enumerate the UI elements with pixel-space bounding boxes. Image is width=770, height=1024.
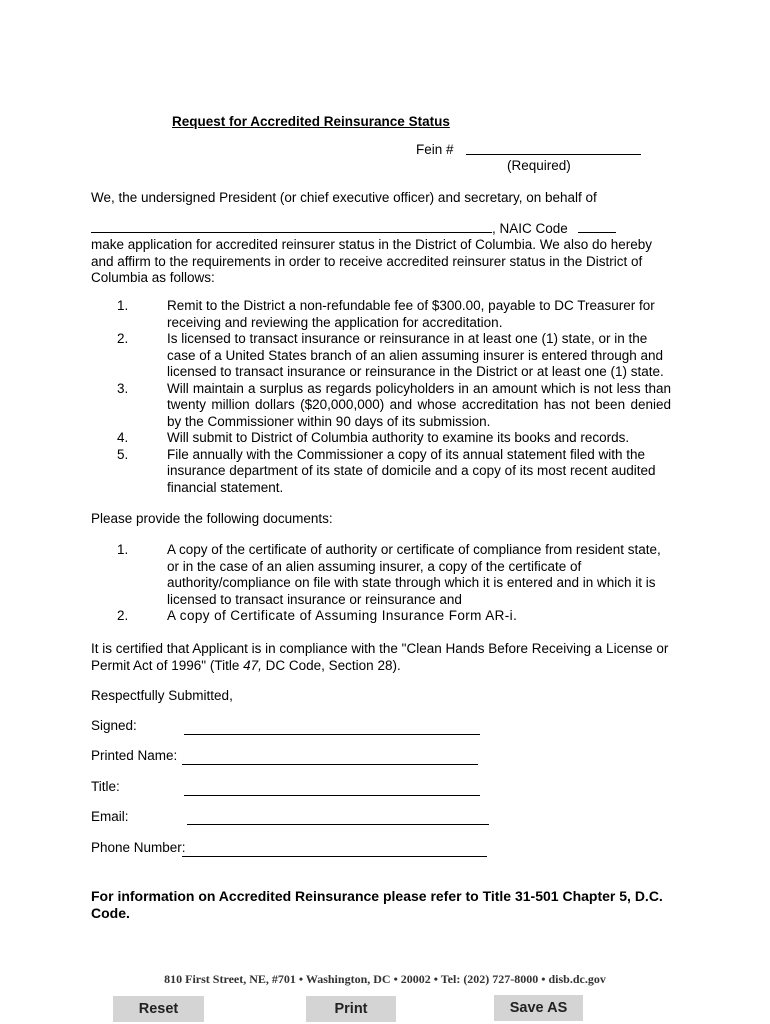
list-item bbox=[91, 608, 671, 625]
item-number: 1. bbox=[117, 298, 129, 313]
company-name-line[interactable] bbox=[91, 232, 492, 233]
documents-list bbox=[91, 542, 671, 625]
email-label: Email: bbox=[91, 809, 129, 824]
reset-button[interactable]: Reset bbox=[113, 996, 204, 1022]
title-number: 47, bbox=[243, 657, 262, 673]
documents-intro: Please provide the following documents: bbox=[91, 511, 333, 526]
list-item bbox=[91, 447, 671, 497]
fein-required-note: (Required) bbox=[507, 158, 571, 173]
item-number: 2. bbox=[117, 608, 129, 623]
certification-text bbox=[91, 641, 671, 674]
naic-label: , NAIC Code bbox=[492, 221, 568, 236]
phone-field[interactable] bbox=[182, 855, 487, 857]
list-item bbox=[91, 298, 671, 331]
item-text: A copy of the certificate of authority or certificate of compliance from resident state, or in the case of an alien assuming insurer, a copy of the certificate of authority/compliance on file with state through which it is entered and in which it is licensed to transact insurance or reinsurance and bbox=[167, 542, 661, 607]
item-number: 2. bbox=[117, 331, 129, 346]
intro-text: We, the undersigned President (or chief executive officer) and secretary, on behalf of bbox=[91, 190, 597, 205]
item-number: 3. bbox=[117, 380, 129, 396]
list-item bbox=[91, 381, 671, 431]
requirements-list bbox=[91, 298, 671, 496]
item-text: Remit to the District a non-refundable fee of $300.00, payable to DC Treasurer for receiving and reviewing the application for accreditation. bbox=[167, 298, 655, 330]
list-item bbox=[91, 430, 671, 447]
save-as-button[interactable]: Save AS bbox=[494, 995, 583, 1021]
item-text: File annually with the Commissioner a copy of its annual statement filed with the insurance department of its state of domicile and a copy of its most recent audited financial statement. bbox=[167, 446, 656, 495]
item-text: Will submit to District of Columbia authority to examine its books and records. bbox=[167, 430, 630, 445]
info-note: For information on Accredited Reinsurance please refer to Title 31-501 Chapter 5, D.C. Code. bbox=[91, 888, 663, 921]
fein-input-line[interactable] bbox=[466, 154, 641, 155]
certification-part: Permit Act of 1996" (Title bbox=[91, 657, 244, 673]
footer-address: 810 First Street, NE, #701 • Washington, DC • 20002 • Tel: (202) 727-8000 • disb.dc.gov bbox=[164, 972, 606, 986]
certification-part: DC Code, Section 28). bbox=[261, 657, 401, 673]
item-text: Will maintain a surplus as regards policyholders in an amount which is not less than twenty million dollars ($20,000,000) and whose accreditation has not been denied by the Commissioner within 90 days of its submission. bbox=[167, 380, 671, 429]
respectfully-submitted: Respectfully Submitted, bbox=[91, 688, 233, 703]
title-field[interactable] bbox=[184, 794, 480, 796]
item-number: 1. bbox=[117, 542, 129, 557]
printed-name-label: Printed Name: bbox=[91, 748, 178, 763]
phone-label: Phone Number: bbox=[91, 840, 186, 855]
signed-field[interactable] bbox=[184, 733, 480, 735]
certification-line-1: It is certified that Applicant is in compliance with the "Clean Hands Before Receiving a License or bbox=[91, 641, 669, 656]
list-item bbox=[91, 542, 671, 608]
email-field[interactable] bbox=[187, 823, 489, 825]
item-number: 4. bbox=[117, 430, 129, 445]
item-number: 5. bbox=[117, 446, 129, 462]
signed-label: Signed: bbox=[91, 718, 137, 733]
form-title: Request for Accredited Reinsurance Status bbox=[172, 114, 450, 129]
title-label: Title: bbox=[91, 779, 120, 794]
application-text: make application for accredited reinsurer status in the District of Columbia. We also do hereby and affirm to the requirements in order to receive accredited reinsurer status in the District of Columbia as follows: bbox=[91, 237, 653, 285]
print-button[interactable]: Print bbox=[306, 996, 396, 1022]
list-item bbox=[91, 331, 671, 381]
naic-code-line[interactable] bbox=[578, 232, 616, 233]
item-text: A copy of Certificate of Assuming Insurance Form AR-i. bbox=[167, 608, 518, 623]
item-text: Is licensed to transact insurance or reinsurance in at least one (1) state, or in the case of a United States branch of an alien assuming insurer is entered through and licensed to transact insurance or reinsurance in the District or at least one (1) state. bbox=[167, 331, 664, 379]
certification-line-2 bbox=[91, 658, 671, 675]
fein-label: Fein # bbox=[416, 142, 454, 157]
printed-name-field[interactable] bbox=[182, 763, 478, 765]
